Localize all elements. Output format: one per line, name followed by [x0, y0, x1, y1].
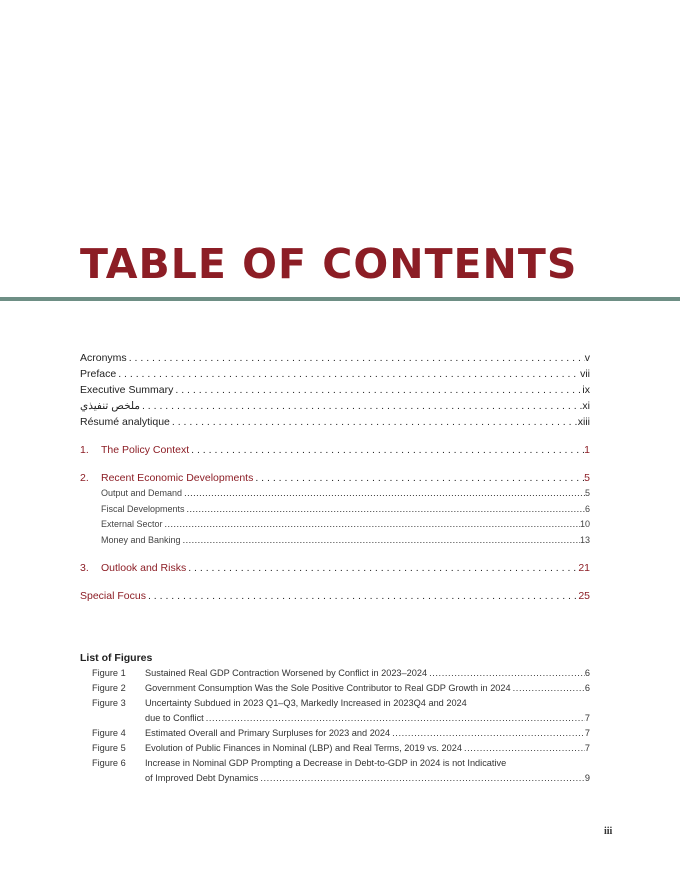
dot-leader: [204, 711, 585, 726]
toc-section-money-and-banking[interactable]: [80, 533, 590, 549]
figure-entry-6[interactable]: [80, 756, 590, 786]
toc-entry-executive-summary-arabic[interactable]: [80, 398, 590, 414]
section-title: Money and Banking: [101, 534, 181, 545]
dot-leader: [390, 726, 585, 741]
chapter-page: 21: [578, 562, 590, 574]
dot-leader: [140, 398, 582, 414]
toc-section-fiscal-developments[interactable]: [80, 502, 590, 518]
toc-special-focus[interactable]: [80, 588, 590, 604]
dot-leader: [427, 666, 585, 681]
figure-entry-2[interactable]: [80, 681, 590, 696]
list-of-figures-heading: List of Figures: [80, 652, 153, 664]
chapter-number: 1.: [80, 444, 89, 456]
chapter-number: 2.: [80, 472, 89, 484]
page-title: TABLE OF CONTENTS: [80, 240, 578, 288]
toc-entry-label: Preface: [80, 368, 117, 380]
toc-entry-preface[interactable]: [80, 366, 590, 382]
special-focus-title: Special Focus: [80, 590, 146, 602]
dot-leader: [163, 517, 580, 533]
figure-title-continued: due to Conflict: [145, 713, 204, 723]
figure-title: Sustained Real GDP Contraction Worsened by Conflict in 2023–2024: [145, 668, 428, 678]
toc-entry-label: Résumé analytique: [80, 416, 170, 428]
section-page: 5: [584, 488, 590, 498]
chapter-page: 1: [584, 444, 590, 456]
chapter-number: 3.: [80, 562, 89, 574]
chapter-title: Recent Economic Developments: [101, 472, 254, 484]
title-rule: [0, 297, 680, 301]
figure-page: 6: [584, 683, 590, 693]
toc-chapter-recent-economic-developments[interactable]: [80, 470, 590, 486]
dot-leader: [181, 533, 580, 549]
figure-title: Estimated Overall and Primary Surpluses for 2023 and 2024: [145, 728, 391, 738]
dot-leader: [186, 560, 578, 576]
figure-entry-5[interactable]: [80, 741, 590, 756]
toc-entry-page: ix: [582, 384, 590, 396]
figure-label: Figure 2: [92, 683, 126, 693]
toc-entry-page: v: [584, 352, 590, 364]
dot-leader: [189, 442, 584, 458]
figure-label: Figure 1: [92, 668, 126, 678]
figure-page: 7: [584, 713, 590, 723]
toc-chapter-outlook-and-risks[interactable]: [80, 560, 590, 576]
figure-label: Figure 3: [92, 698, 126, 708]
figure-entry-1[interactable]: [80, 666, 590, 681]
figure-page: 7: [584, 728, 590, 738]
figure-entry-3[interactable]: [80, 696, 590, 726]
page-number: iii: [604, 826, 613, 837]
figure-page: 7: [584, 743, 590, 753]
dot-leader: [253, 470, 584, 486]
special-focus-page: 25: [578, 590, 590, 602]
figure-title: Increase in Nominal GDP Prompting a Decrease in Debt-to-GDP in 2024 is not Indicative: [145, 758, 507, 768]
dot-leader: [462, 741, 585, 756]
toc-entry-resume-analytique[interactable]: [80, 414, 590, 430]
dot-leader: [511, 681, 585, 696]
figure-page: 6: [584, 668, 590, 678]
section-page: 13: [579, 534, 590, 545]
dot-leader: [185, 502, 585, 518]
toc-entry-label: Acronyms: [80, 352, 127, 364]
section-title: Fiscal Developments: [101, 503, 185, 514]
section-title: External Sector: [101, 519, 163, 529]
figure-label: Figure 5: [92, 743, 126, 753]
chapter-page: 5: [584, 472, 590, 484]
toc-entry-page: xiii: [577, 416, 590, 428]
dot-leader: [182, 486, 585, 502]
toc-entry-page: vii: [580, 368, 590, 380]
figure-label: Figure 6: [92, 758, 126, 768]
dot-leader: [116, 366, 580, 382]
list-of-figures: [80, 650, 590, 786]
chapter-title: Outlook and Risks: [101, 562, 187, 574]
toc-entry-acronyms[interactable]: [80, 350, 590, 366]
section-page: 6: [584, 503, 590, 514]
toc-entry-executive-summary[interactable]: [80, 382, 590, 398]
toc-entry-page: xi: [582, 400, 590, 412]
section-page: 10: [579, 519, 590, 529]
figure-title: Uncertainty Subdued in 2023 Q1–Q3, Markedly Increased in 2023Q4 and 2024: [145, 698, 467, 708]
figure-title: Government Consumption Was the Sole Positive Contributor to Real GDP Growth in 2024: [145, 683, 511, 693]
toc-section-output-and-demand[interactable]: [80, 486, 590, 502]
dot-leader: [146, 588, 578, 604]
dot-leader: [170, 414, 578, 430]
dot-leader: [258, 771, 585, 786]
section-title: Output and Demand: [101, 488, 183, 498]
figure-entry-4[interactable]: [80, 726, 590, 741]
figure-title: Evolution of Public Finances in Nominal (LBP) and Real Terms, 2019 vs. 2024: [145, 743, 462, 753]
toc-chapter-policy-context[interactable]: [80, 442, 590, 458]
toc-section-external-sector[interactable]: [80, 517, 590, 533]
table-of-contents: [80, 350, 590, 604]
dot-leader: [127, 350, 585, 366]
figure-label: Figure 4: [92, 728, 126, 738]
dot-leader: [173, 382, 582, 398]
figure-title-continued: of Improved Debt Dynamics: [145, 773, 259, 783]
toc-entry-label: ملخص تنفيذي: [80, 400, 140, 412]
toc-entry-label: Executive Summary: [80, 384, 174, 396]
chapter-title: The Policy Context: [101, 444, 190, 456]
figure-page: 9: [584, 773, 590, 783]
